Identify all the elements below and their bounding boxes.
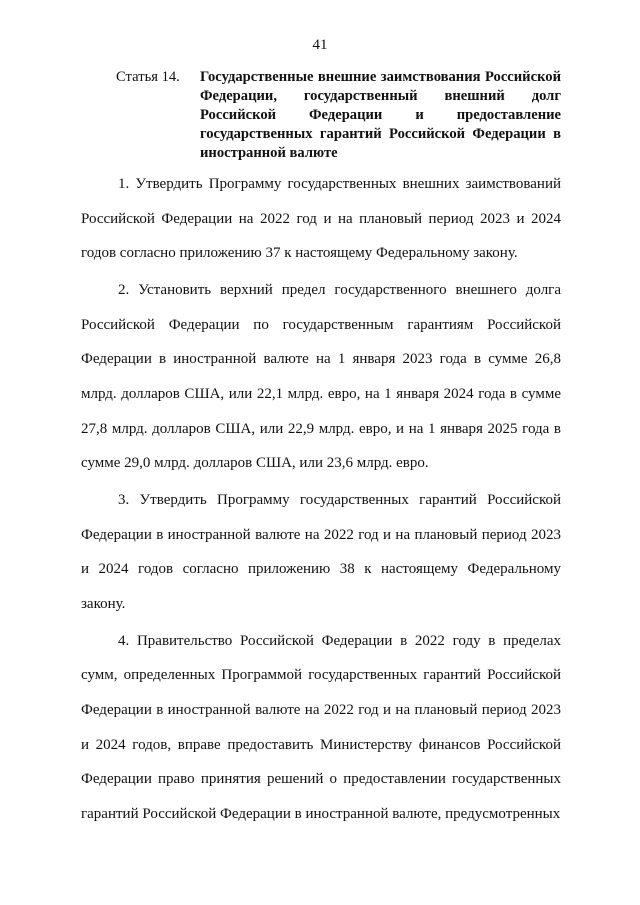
paragraph-2: 2. Установить верхний предел государственного внешнего долга Российской Федерации по государственным гарантиям Российской Федерации в иностранной валюте на 1 января 2023 года в сумме 26,8 млрд. долларов США, или 22,1 млрд. евро, на 1 января 2024 года в сумме 27,8 млрд. долларов США, или 22,9 млрд. евро, и на 1 января 2025 года в сумме 29,0 млрд. долларов США, или 23,6 млрд. евро.: [81, 282, 561, 472]
article-title: Государственные внешние заимствования Российской Федерации, государственный внешний долг Российской Федерации и предоставление государственных гарантий Российской Федерации в иностранной валюте: [200, 69, 561, 161]
paragraph-3: 3. Утвердить Программу государственных гарантий Российской Федерации в иностранной валюте на 2022 год и на плановый период 2023 и 2024 годов согласно приложению 38 к настоящему Федеральному закону.: [81, 492, 561, 612]
page-number: 41: [312, 37, 328, 53]
article-label: Статья 14.: [116, 69, 180, 85]
paragraph-1: 1. Утвердить Программу государственных внешних заимствований Российской Федерации на 2022 год и на плановый период 2023 и 2024 годов согласно приложению 37 к настоящему Федеральному закону.: [81, 176, 561, 262]
article-body: [81, 167, 561, 834]
paragraph-4: 4. Правительство Российской Федерации в 2022 году в пределах сумм, определенных Программой государственных гарантий Российской Федерации в иностранной валюте на 2022 год и на плановый период 2023 и 2024 годов, вправе предоставить Министерству финансов Российской Федерации право принятия решений о предоставлении государственных гарантий Российской Федерации в иностранной валюте, предусмотренных: [81, 632, 561, 822]
